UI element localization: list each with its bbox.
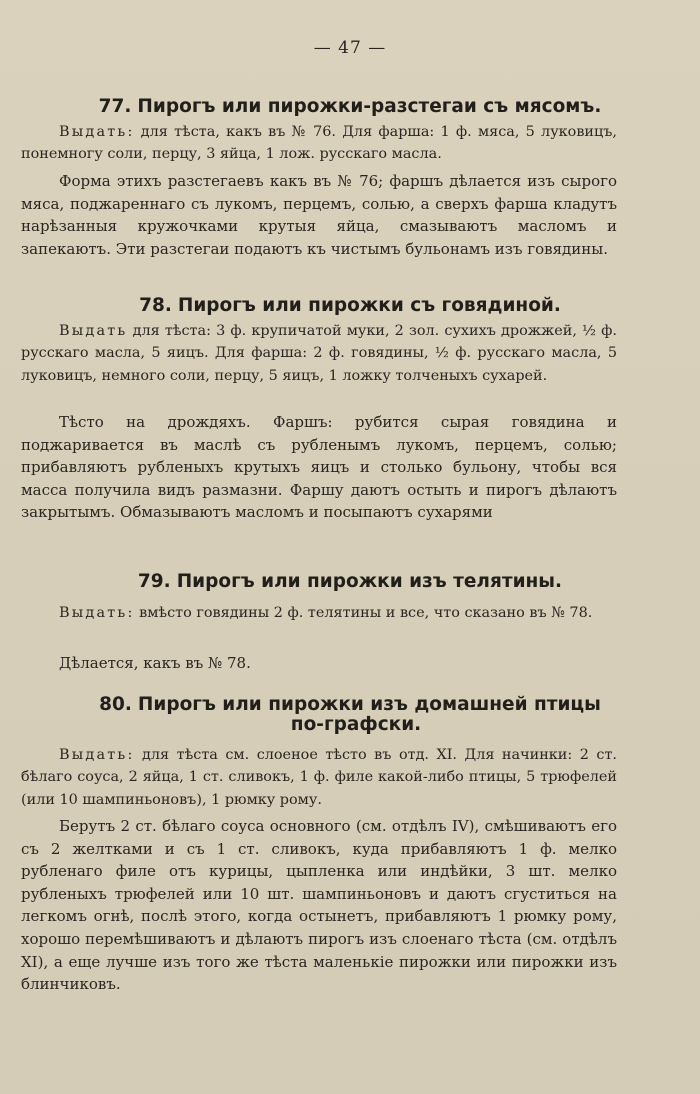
recipe-title: Пирогъ или пирожки изъ домашней птицы [137, 694, 601, 715]
recipe-80-method: Берутъ 2 ст. бѣлаго соуса основного (см. отдѣлъ IV), смѣшиваютъ его съ 2 желтками и съ 1 ст. сливокъ, куда прибавляютъ 1 ф. мелко рубленаго филе отъ курицы, цыпленка или индѣйки, 3 шт. мелко рубленыхъ трюфелей или 10 шт. шампиньоновъ и даютъ сгуститься на легкомъ огнѣ, послѣ этого, когда остынетъ, прибавляютъ 1 рюмку рому, хорошо перемѣшиваютъ и дѣлаютъ пирогъ изъ слоенаго тѣста (см. отдѣлъ XI), а еще лучше изъ того же тѣста маленькіе пирожки или пирожки изъ блинчиковъ. [21, 817, 617, 994]
recipe-number: 80. [99, 694, 132, 715]
recipe-80-ingredients [21, 744, 617, 811]
recipe-77-ingredients [21, 121, 617, 166]
recipe-number: 78. [139, 295, 172, 316]
ingredients-lead: Выдать: [59, 124, 135, 140]
recipe-79-heading [20, 572, 680, 592]
ingredients-text: для тѣста: 3 ф. крупичатой муки, 2 зол. сухихъ дрожжей, ½ ф. русскаго масла, 5 яицъ. Для фарша: 2 ф. говядины, ½ ф. русскаго масла, 5 луковицъ, немного соли, перцу, 5 яицъ, 1 ложку толченыхъ сухарей. [21, 323, 617, 384]
ingredients-lead: Выдать [59, 323, 128, 339]
recipe-77-method: Форма этихъ разстегаевъ какъ въ № 76; фаршъ дѣлается изъ сырого мяса, поджареннаго съ лукомъ, перцемъ, солью, а сверхъ фарша кладутъ нарѣзанныя кружочками крутыя яйца, смазываютъ масломъ и запекаютъ. Эти разстегаи подаютъ къ чистымъ бульонамъ изъ говядины. [21, 172, 617, 258]
recipe-79-ingredients [21, 602, 617, 624]
recipe-title: Пирогъ или пирожки-разстегаи съ мясомъ. [137, 96, 602, 117]
recipe-80-heading-line-1 [20, 695, 680, 715]
recipe-number: 79. [137, 571, 171, 592]
recipe-78-method: Тѣсто на дрождяхъ. Фаршъ: рубится сырая говядина и поджаривается въ маслѣ съ рубленымъ лукомъ, перцемъ, солью; прибавляютъ рубленыхъ крутыхъ яицъ и столько бульону, чтобы вся масса получила видъ размазни. Фаршу даютъ остыть и пирогъ дѣлаютъ закрытымъ. Обмазываютъ масломъ и посыпаютъ сухарями [21, 413, 617, 522]
ingredients-lead: Выдать: [59, 605, 135, 621]
recipe-78-ingredients [21, 320, 617, 387]
recipe-77-heading [20, 97, 680, 117]
recipe-number: 77. [98, 96, 132, 117]
ingredients-text: для тѣста, какъ въ № 76. Для фарша: 1 ф. мяса, 5 луковицъ, понемногу соли, перцу, 3 яйца, 1 лож. русскаго масла. [21, 124, 618, 163]
recipe-title: Пирогъ или пирожки съ говядиной. [177, 295, 561, 316]
recipe-79-method: Дѣлается, какъ въ № 78. [59, 654, 251, 672]
ingredients-lead: Выдать: [59, 747, 135, 763]
ingredients-text: вмѣсто говядины 2 ф. телятины и все, что сказано въ № 78. [139, 605, 593, 621]
page-number: — 47 — [313, 38, 387, 58]
recipe-title: Пирогъ или пирожки изъ телятины. [176, 571, 563, 592]
recipe-78-heading [20, 296, 680, 316]
recipe-80-heading-line-2: по-графски. [290, 714, 422, 735]
ingredients-text: для тѣста см. слоеное тѣсто въ отд. XI. Для начинки: 2 ст. бѣлаго соуса, 2 яйца, 1 ст. сливокъ, 1 ф. филе какой-либо птицы, 5 трюфелей (или 10 шампиньоновъ), 1 рюмку рому. [21, 747, 617, 808]
